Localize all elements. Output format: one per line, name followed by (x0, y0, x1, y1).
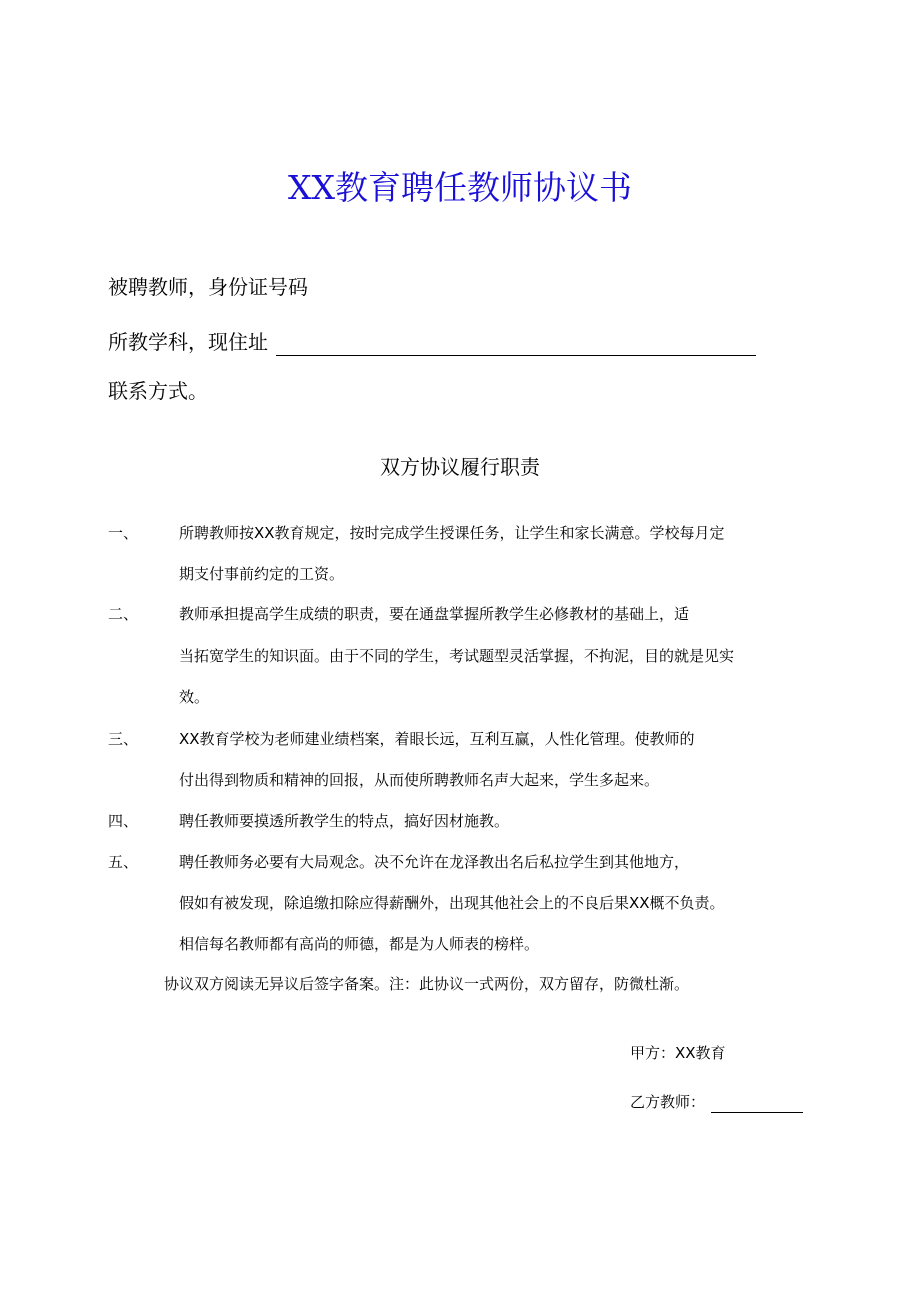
clause-2-line-1: 教师承担提高学生成绩的职责，要在通盘掌握所教学生必修教材的基础上，适 (179, 605, 690, 623)
clause-4-line-1: 聘任教师要摸透所教学生的特点，搞好因材施教。 (179, 812, 510, 830)
clause-5-marker: 五、 (108, 853, 139, 871)
clause-3-marker: 三、 (108, 730, 139, 748)
clause-5-line-3: 相信每名教师都有高尚的师德，都是为人师表的榜样。 (179, 935, 540, 953)
party-b-label: 乙方教师： (630, 1093, 706, 1111)
clause-4-marker: 四、 (108, 812, 139, 830)
subject-address-field (108, 328, 756, 356)
clause-3-line-1: XX教育学校为老师建业绩档案，着眼长远，互利互赢，人性化管理。使教师的 (179, 730, 695, 748)
clause-1-line-1: 所聘教师按XX教育规定，按时完成学生授课任务，让学生和家长满意。学校每月定 (179, 524, 725, 542)
party-b-signature (630, 1091, 803, 1113)
teacher-id-field: 被聘教师，身份证号码 (108, 275, 308, 299)
subject-address-label: 所教学科，现住址 (108, 330, 268, 354)
address-blank-line (276, 333, 756, 356)
contact-field: 联系方式。 (108, 379, 208, 403)
clause-3-line-2: 付出得到物质和精神的回报，从而使所聘教师名声大起来，学生多起来。 (179, 771, 660, 789)
agreement-note: 协议双方阅读无异议后签字备案。注：此协议一式两份，双方留存，防微杜渐。 (164, 975, 690, 993)
section-subtitle: 双方协议履行职责 (380, 455, 540, 479)
clause-1-line-2: 期支付事前约定的工资。 (179, 565, 345, 583)
party-a-signature: 甲方：XX教育 (630, 1044, 726, 1062)
clause-1-marker: 一、 (108, 524, 139, 542)
clause-2-line-3: 效。 (179, 688, 210, 706)
party-b-signature-line (711, 1096, 803, 1113)
clause-2-marker: 二、 (108, 605, 139, 623)
clause-5-line-1: 聘任教师务必要有大局观念。决不允许在龙泽教出名后私拉学生到其他地方， (179, 853, 690, 871)
document-title: XX教育聘任教师协议书 (288, 168, 632, 207)
clause-2-line-2: 当拓宽学生的知识面。由于不同的学生，考试题型灵活掌握，不拘泥，目的就是见实 (179, 647, 735, 665)
clause-5-line-2: 假如有被发现，除追缴扣除应得薪酬外，出现其他社会上的不良后果XX概不负责。 (179, 894, 725, 912)
